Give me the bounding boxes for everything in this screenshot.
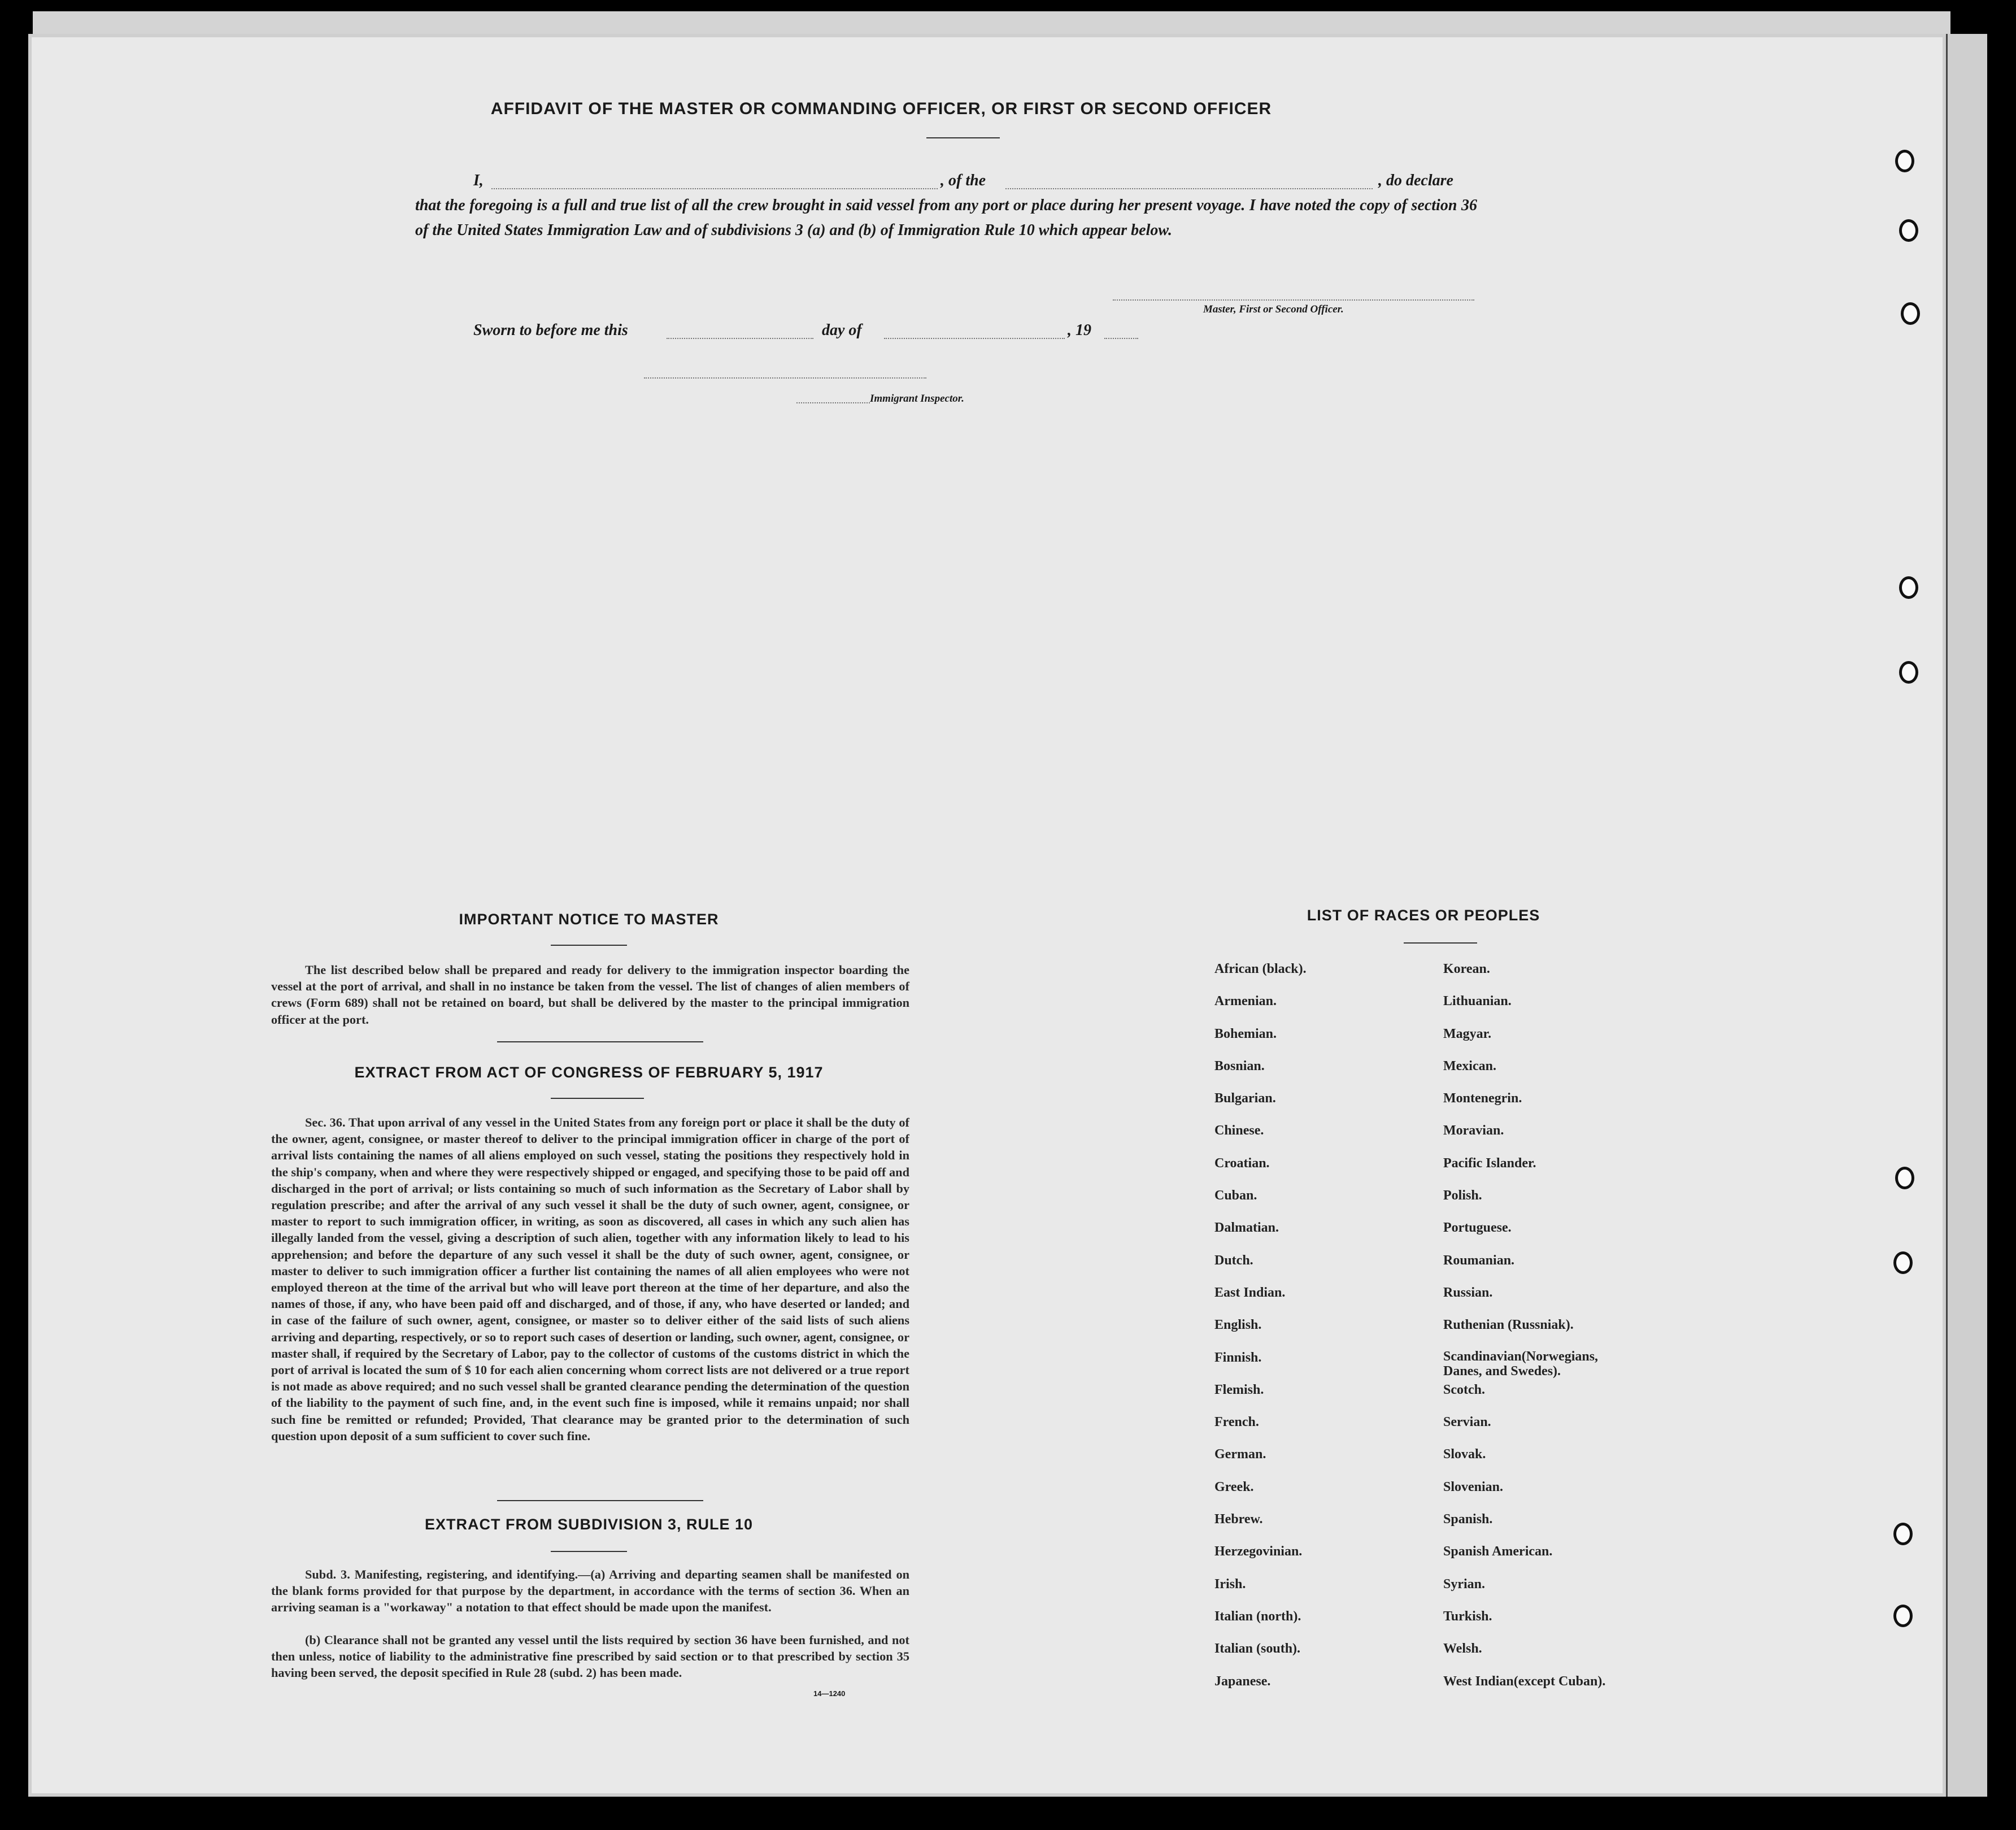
master-signature-line[interactable] [1113,299,1474,301]
day-of-text: day of [822,321,862,339]
binder-hole [1895,150,1914,172]
binder-hole [1893,1251,1913,1274]
race-item: English. [1214,1318,1262,1333]
binder-hole [1893,1523,1913,1545]
affidavit-i: I, [473,172,484,189]
race-item: Pacific Islander. [1443,1155,1536,1171]
races-column-1 [1214,960,1307,1705]
race-item: French. [1214,1415,1259,1430]
race-item: Cuban. [1214,1188,1257,1203]
race-item: Moravian. [1443,1123,1504,1138]
inspector-signature-line[interactable] [644,377,926,379]
race-item: Slovak. [1443,1447,1486,1462]
race-item: Flemish. [1214,1382,1264,1397]
race-item: Japanese. [1214,1673,1271,1689]
act-title: EXTRACT FROM ACT OF CONGRESS OF FEBRUARY 5, 1917 [354,1064,824,1081]
inspector-lead-line [796,402,870,403]
act-text: Sec. 36. That upon arrival of any vessel in the United States from any foreign port or place it shall be the duty of the owner, agent, consignee, or master thereof to deliver to the principal immigration officer in charge of the port of arrival lists containing the names of all aliens employed on such vessel, stating the positions they respectively hold in the ship's company, when and where they were respectively shipped or engaged, and specifying those to be paid off and discharged in the port of arrival; or lists containing so much of such information as the Secretary of Labor shall by regulation prescribe; and after the arrival of any such vessel it shall be the duty of such owner, agent, consignee, or master to report to such immigration officer, in writing, as soon as discovered, all cases in which any such alien has illegally landed from the vessel, giving a description of such alien, together with any information likely to lead to his apprehension; and before the departure of any such vessel it shall be the duty of such owner, agent, consignee, or master to deliver to such immigration officer a further list containing the names of all alien employees who were not employed thereon at the time of the arrival but who will leave port thereon at the time of her departure, and also the names of those, if any, who have been paid off and discharged, and of those, if any, who have deserted or landed; and in case of the failure of such owner, agent, consignee, or master so to deliver either of the said lists of such aliens arriving and departing, respectively, or so to report such cases of desertion or landing, such owner, agent, consignee, or master shall, if required by the Secretary of Labor, pay to the collector of customs of the customs district in which the port of arrival is located the sum of $ 10 for each alien concerning whom correct lists are not delivered or a true report is not made as above required; and no such vessel shall be granted clearance pending the determination of the question of the liability to the payment of such fine, and, in the event such fine is imposed, while it remains unpaid; nor shall such fine be remitted or refunded; Provided, That clearance may be granted prior to the determination of such question upon deposit of a sum sufficient to cover such fine. [271,1115,909,1443]
race-item: Polish. [1443,1188,1482,1203]
race-item: German. [1214,1447,1266,1462]
notice-title: IMPORTANT NOTICE TO MASTER [459,911,719,928]
title-underline [926,137,1000,138]
race-item: Dutch. [1214,1253,1253,1268]
form-number: 14—1240 [813,1689,846,1698]
race-item: Spanish American. [1443,1544,1553,1559]
race-item: Roumanian. [1443,1253,1515,1268]
sworn-text: Sworn to before me this [473,321,628,339]
year-blank[interactable] [1104,338,1138,339]
race-item: Montenegrin. [1443,1091,1522,1106]
binder-hole [1893,1605,1913,1627]
race-item: Hebrew. [1214,1512,1263,1527]
affidavit-of-the: , of the [940,172,986,189]
race-item: Portuguese. [1443,1220,1512,1236]
affidavit-declare: , do declare [1378,172,1453,189]
race-item: Greek. [1214,1479,1254,1494]
binder-hole [1901,302,1920,325]
race-item: Ruthenian (Russniak). [1443,1318,1574,1333]
race-item: Welsh. [1443,1641,1482,1657]
races-underline [1404,942,1477,944]
year-prefix: , 19 [1068,321,1091,339]
race-item: Armenian. [1214,994,1277,1009]
master-signature-label: Master, First or Second Officer. [1203,303,1344,315]
race-item: Croatian. [1214,1155,1270,1171]
month-blank[interactable] [884,338,1065,339]
affidavit-title: AFFIDAVIT OF THE MASTER OR COMMANDING OFFICER, OR FIRST OR SECOND OFFICER [490,99,1272,118]
race-item: Scandinavian(Norwegians, Danes, and Swedes). [1443,1349,1599,1379]
binder-hole [1899,661,1918,684]
race-item: Scotch. [1443,1382,1485,1397]
binder-hole [1899,219,1918,242]
race-item: Turkish. [1443,1609,1492,1624]
day-blank[interactable] [667,338,813,339]
race-item: Bohemian. [1214,1026,1277,1041]
race-item: Russian. [1443,1285,1493,1300]
race-item: Dalmatian. [1214,1220,1279,1236]
rule-text-b: (b) Clearance shall not be granted any vessel until the lists required by section 36 have been furnished, and not then unless, notice of liability to the administrative fine prescribed by said section or to that prescribed by section 35 having been served, the deposit specified in Rule 28 (subd. 2) has been made. [271,1633,909,1680]
races-column-2 [1443,960,1630,1705]
inspector-label: Immigrant Inspector. [870,393,964,405]
race-item: Servian. [1443,1415,1491,1430]
race-item: Chinese. [1214,1123,1264,1138]
race-item: Herzegovinian. [1214,1544,1303,1559]
divider [497,1041,703,1042]
rule-underline [551,1551,627,1552]
vessel-blank[interactable] [1005,188,1373,189]
race-item: Italian (north). [1214,1609,1301,1624]
binder-hole [1895,1167,1914,1189]
rule-title: EXTRACT FROM SUBDIVISION 3, RULE 10 [424,1516,754,1533]
race-item: Bulgarian. [1214,1091,1276,1106]
race-item: Finnish. [1214,1350,1262,1365]
binder-hole [1899,576,1918,599]
race-item: Mexican. [1443,1058,1496,1073]
notice-text: The list described below shall be prepared and ready for delivery to the immigration inspector boarding the vessel at the port of arrival, and shall in no instance be taken from the vessel. The list of changes of alien members of crews (Form 689) shall not be retained on board, but shall be delivered by the master to the principal immigration officer at the port. [271,963,909,1027]
divider [497,1500,703,1501]
race-item: Bosnian. [1214,1058,1265,1073]
race-item: African (black). [1214,962,1307,976]
rule-text-a: Subd. 3. Manifesting, registering, and identifying.—(a) Arriving and departing seamen shall be manifested on the blank forms provided for that purpose by the department, in accordance with the terms of section 36. When an arriving seaman is a "workaway" a notation to that effect should be made upon the manifest. [271,1567,909,1615]
race-item: Korean. [1443,962,1490,976]
race-item: Lithuanian. [1443,994,1512,1009]
race-item: Irish. [1214,1576,1246,1592]
notice-underline [551,945,627,946]
race-item: Magyar. [1443,1026,1492,1041]
binding-edge [1946,34,1987,1797]
act-underline [551,1098,644,1099]
race-item: Spanish. [1443,1512,1493,1527]
races-title: LIST OF RACES OR PEOPLES [1307,907,1540,924]
race-item: Italian (south). [1214,1641,1301,1657]
affidavit-body: that the foregoing is a full and true list of all the crew brought in said vessel from any port or place during her present voyage. I have noted the copy of section 36 of the United States Immigration Law and of subdivisions 3 (a) and (b) of Immigration Rule 10 which appear below. [415,197,1477,239]
race-item: Syrian. [1443,1576,1486,1592]
name-blank[interactable] [491,188,938,189]
race-item: East Indian. [1214,1285,1286,1300]
race-item: West Indian(except Cuban). [1443,1673,1606,1689]
race-item: Slovenian. [1443,1479,1504,1494]
